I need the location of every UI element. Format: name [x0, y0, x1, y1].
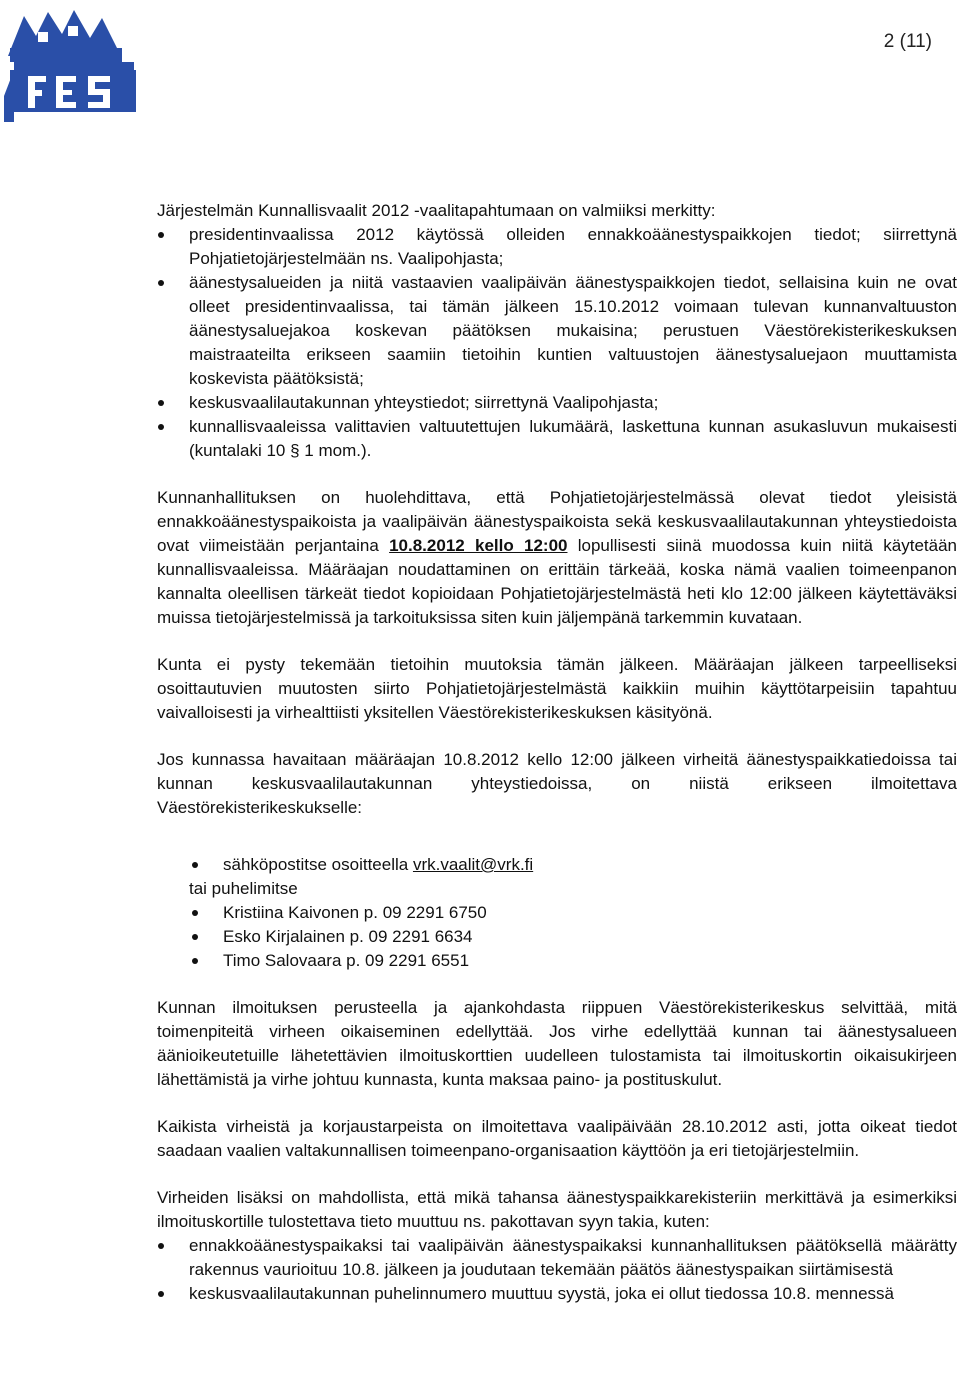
phone-contact: Esko Kirjalainen p. 09 2291 6634 — [157, 925, 957, 949]
intro-lead: Järjestelmän Kunnallisvaalit 2012 -vaalitapahtumaan on valmiiksi merkitty: — [157, 201, 716, 220]
list-item: ennakkoäänestyspaikaksi tai vaalipäivän äänestyspaikaksi kunnanhallituksen päätöksellä määrätty rakennus vaurioituu 10.8. jälkeen ja joudutaan tekemään päätös äänestyspaikan siirtämisestä — [157, 1234, 957, 1282]
list-item: äänestysalueiden ja niitä vastaavien vaalipäivän äänestyspaikkojen tiedot, sellaisina kuin ne ovat olleet presidentinvaalissa, tai tämän jälkeen 15.10.2012 voimaan tulevan kunnanvaltuuston äänestysaluejakoa koskevan päätöksen mukaisina; perustuen Väestörekisterikeskuksen maistraateilta erikseen saamiin tietoihin kuntien valtuustojen äänestysaluejaon muuttamista koskevista päätöksistä; — [157, 271, 957, 391]
deadline-datetime: 10.8.2012 kello 12:00 — [389, 536, 568, 555]
page-number: 2 (11) — [883, 31, 932, 52]
deadline-text-after: lopullisesti siinä muodossa kuin niitä käytetään kunnallisvaaleissa. Määräajan noudattaminen on erittäin tärkeää, koska nämä vaalien toimeenpanon kannalta oleellisen tärkeät tiedot kopioidaan Pohjatietojärjestelmästä heti klo 12:00 jälkeen käytettäväksi muissa tietojärjestelmissä ja tarkoituksissa siten kuin jäljempänä tarkemmin kuvataan. — [157, 536, 957, 627]
phone-label: tai puhelimitse — [189, 879, 298, 898]
contact-list — [157, 853, 957, 877]
phone-contact: Timo Salovaara p. 09 2291 6551 — [157, 949, 957, 973]
deadline-text-before: Kunnanhallituksen on huolehdittava, että Pohjatietojärjestelmässä olevat tiedot yleisistä ennakkoäänestyspaikoista ja vaalipäivän äänestyspaikoista sekä keskusvaalilautakunnan yhteystiedoista ovat viimeistään perjantaina — [157, 488, 957, 555]
phone-contact: Kristiina Kaivonen p. 09 2291 6750 — [157, 901, 957, 925]
changes-paragraph: Kunta ei pysty tekemään tietoihin muutoksia tämän jälkeen. Määräajan jälkeen tarpeelliseksi osoittautuvien muutosten siirto Pohjatietojärjestelmästä kaikkiin muihin käyttötarpeisiin tapahtuu vaivalloisesti ja virhealttiisti yksitellen Väestörekisterikeskuksen käsityönä. — [157, 655, 957, 722]
list-item: kunnallisvaaleissa valittavien valtuutettujen lukumäärä, laskettuna kunnan asukasluvun mukaisesti (kuntalaki 10 § 1 mom.). — [157, 415, 957, 463]
other-changes-lead: Virheiden lisäksi on mahdollista, että mikä tahansa äänestyspaikkarekisteriin merkittävä ja esimerkiksi ilmoituskortille tulostettava tieto muuttuu ns. pakottavan syyn takia, kuten: — [157, 1188, 957, 1231]
list-item: keskusvaalilautakunnan puhelinnumero muuttuu syystä, joka ei ollut tiedossa 10.8. mennessä — [157, 1282, 957, 1306]
reporting-paragraph: Kaikista virheistä ja korjaustarpeista on ilmoitettava vaalipäivään 28.10.2012 asti, jotta oikeat tiedot saadaan vaalien valtakunnallisen toimeenpano-organisaation käyttöön ja eri tietojärjestelmiin. — [157, 1117, 957, 1160]
intro-list — [157, 223, 957, 463]
errors-paragraph: Jos kunnassa havaitaan määräajan 10.8.2012 kello 12:00 jälkeen virheitä äänestyspaikkatiedoissa tai kunnan keskusvaalilautakunnan yhteystiedoissa, on niistä erikseen ilmoitettava Väestörekisterikeskukselle: — [157, 750, 957, 817]
correction-paragraph: Kunnan ilmoituksen perusteella ja ajankohdasta riippuen Väestörekisterikeskus selvittää, mitä toimenpiteitä virheen oikaiseminen edellyttää. Jos virhe edellyttää kunnan tai äänestysalueen äänioikeutetuille lähetettävien ilmoituskorttien uudelleen tulostamista tai ilmoituskortin oikaisukirjeen lähettämistä ja virhe johtuu kunnasta, kunta maksaa paino- ja postituskulut. — [157, 998, 957, 1089]
list-item: presidentinvaalissa 2012 käytössä olleiden ennakkoäänestyspaikkojen tiedot; siirrettynä Pohjatietojärjestelmään ns. Vaalipohjasta; — [157, 223, 957, 271]
email-link[interactable]: vrk.vaalit@vrk.fi — [412, 855, 534, 874]
list-item: keskusvaalilautakunnan yhteystiedot; siirrettynä Vaalipohjasta; — [157, 391, 957, 415]
phone-list — [157, 901, 957, 973]
document-body — [157, 199, 957, 1306]
deadline-paragraph — [157, 486, 957, 630]
organization-logo — [2, 4, 142, 124]
email-label: sähköpostitse osoitteella — [223, 855, 413, 874]
other-changes-list — [157, 1234, 957, 1306]
email-contact — [157, 853, 957, 877]
